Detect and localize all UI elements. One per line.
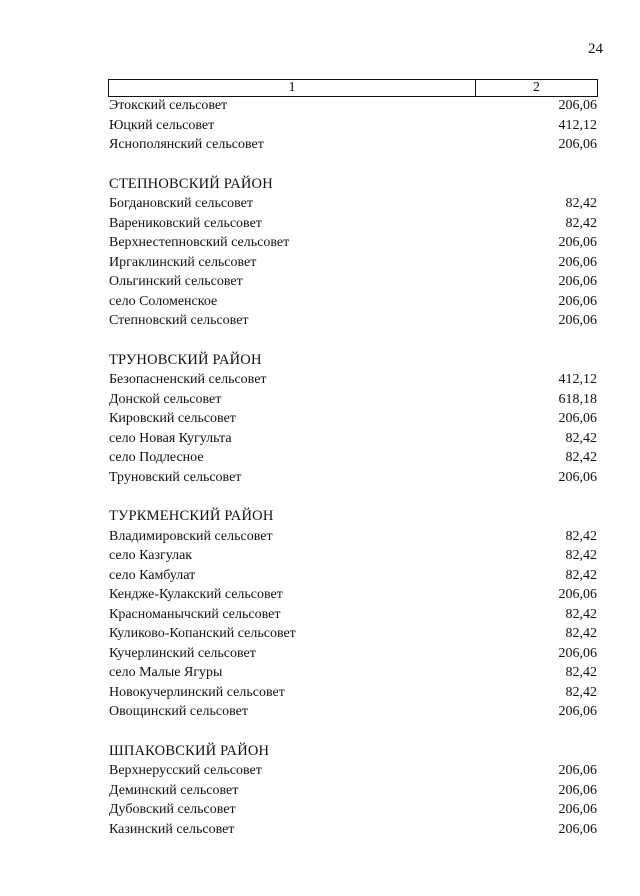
- row-name: Иргаклинский сельсовет: [109, 254, 257, 270]
- section-title: ТУРКМЕНСКИЙ РАЙОН: [109, 508, 274, 524]
- section: [109, 175, 597, 331]
- row-name: село Соломенское: [109, 293, 218, 309]
- page-number: 24: [588, 41, 603, 57]
- row-value: 82,42: [565, 606, 597, 622]
- row-name: Кендже-Кулакский сельсовет: [109, 587, 283, 602]
- row-name: Верхнестепновский сельсовет: [109, 235, 290, 250]
- table-row: [109, 292, 597, 312]
- table-row: [109, 781, 597, 801]
- row-value: 206,06: [558, 704, 597, 719]
- table-row: [109, 800, 597, 820]
- row-name: Этокский сельсовет: [109, 98, 228, 113]
- row-name: Труновский сельсовет: [109, 469, 242, 485]
- row-name: Верхнерусский сельсовет: [109, 763, 262, 778]
- row-name: село Новая Кугульта: [109, 430, 232, 446]
- section-title: ТРУНОВСКИЙ РАЙОН: [109, 351, 262, 368]
- row-value: 82,42: [565, 626, 597, 641]
- table-row: [109, 702, 597, 722]
- table-header-col1: 1: [109, 80, 476, 96]
- table-row: [109, 663, 597, 683]
- table-row: [109, 253, 597, 273]
- row-name: Овощинский сельсовет: [109, 704, 248, 719]
- row-value: 412,12: [558, 117, 597, 133]
- row-name: Донской сельсовет: [109, 391, 222, 407]
- table-row: [109, 390, 597, 410]
- row-name: Дубовский сельсовет: [109, 802, 236, 817]
- row-name: село Камбулат: [109, 567, 196, 583]
- row-value: 206,06: [558, 254, 597, 270]
- table-header: [108, 79, 598, 97]
- table-row: [109, 566, 597, 586]
- section: [109, 507, 597, 722]
- table-row: [109, 135, 597, 155]
- table-row: [109, 448, 597, 468]
- table-row: [109, 527, 597, 547]
- section: [109, 96, 597, 155]
- section: [109, 742, 597, 840]
- row-name: село Подлесное: [109, 450, 204, 465]
- table-row: [109, 429, 597, 449]
- row-name: Безопасненский сельсовет: [109, 372, 267, 387]
- row-name: Кучерлинский сельсовет: [109, 645, 256, 661]
- row-value: 206,06: [558, 137, 597, 152]
- table-row: [109, 116, 597, 136]
- row-value: 618,18: [558, 391, 597, 407]
- table-row: [109, 761, 597, 781]
- table-row: [109, 683, 597, 703]
- table-row: [109, 272, 597, 292]
- row-name: село Малые Ягуры: [109, 665, 223, 680]
- table-row: [109, 370, 597, 390]
- row-value: 206,06: [558, 469, 597, 485]
- row-value: 82,42: [565, 196, 597, 211]
- section-title: СТЕПНОВСКИЙ РАЙОН: [109, 175, 273, 192]
- row-name: Новокучерлинский сельсовет: [109, 684, 285, 700]
- row-value: 82,42: [565, 430, 597, 446]
- section: [109, 351, 597, 488]
- row-value: 412,12: [558, 372, 597, 387]
- row-name: Юцкий сельсовет: [109, 117, 215, 133]
- table-row: [109, 605, 597, 625]
- table-row: [109, 194, 597, 214]
- row-name: Богдановский сельсовет: [109, 196, 253, 211]
- row-value: 206,06: [558, 802, 597, 817]
- table-header-col2: 2: [533, 80, 540, 95]
- table-row: [109, 409, 597, 429]
- row-value: 206,06: [558, 411, 597, 426]
- row-value: 82,42: [565, 665, 597, 680]
- row-name: село Казгулак: [109, 548, 193, 563]
- row-value: 82,42: [565, 548, 597, 563]
- table-row: [109, 233, 597, 253]
- row-name: Деминский сельсовет: [109, 782, 239, 798]
- row-name: Кировский сельсовет: [109, 411, 236, 426]
- row-value: 206,06: [558, 98, 597, 113]
- row-name: Владимировский сельсовет: [109, 528, 273, 544]
- table-row: [109, 468, 597, 488]
- row-value: 206,06: [558, 763, 597, 778]
- row-value: 82,42: [565, 528, 597, 544]
- row-name: Казинский сельсовет: [109, 821, 235, 837]
- row-name: Куликово-Копанский сельсовет: [109, 626, 296, 641]
- row-value: 82,42: [565, 450, 597, 465]
- row-name: Ольгинский сельсовет: [109, 274, 243, 289]
- table-row: [109, 311, 597, 331]
- table-row: [109, 585, 597, 605]
- row-value: 82,42: [565, 215, 597, 231]
- row-value: 206,06: [558, 782, 597, 798]
- document-body: [109, 96, 597, 839]
- row-name: Яснополянский сельсовет: [109, 137, 264, 152]
- row-value: 206,06: [558, 274, 597, 289]
- row-value: 206,06: [558, 587, 597, 602]
- row-value: 206,06: [558, 821, 597, 837]
- row-value: 206,06: [558, 235, 597, 250]
- row-value: 82,42: [565, 684, 597, 700]
- table-row: [109, 820, 597, 840]
- table-row: [109, 214, 597, 234]
- table-row: [109, 624, 597, 644]
- row-name: Варениковский сельсовет: [109, 215, 262, 231]
- row-value: 82,42: [565, 567, 597, 583]
- row-name: Степновский сельсовет: [109, 313, 249, 328]
- section-title: ШПАКОВСКИЙ РАЙОН: [109, 742, 270, 759]
- row-value: 206,06: [558, 313, 597, 328]
- row-name: Красноманычский сельсовет: [109, 606, 281, 622]
- row-value: 206,06: [558, 293, 597, 309]
- table-row: [109, 644, 597, 664]
- row-value: 206,06: [558, 645, 597, 661]
- table-row: [109, 96, 597, 116]
- table-row: [109, 546, 597, 566]
